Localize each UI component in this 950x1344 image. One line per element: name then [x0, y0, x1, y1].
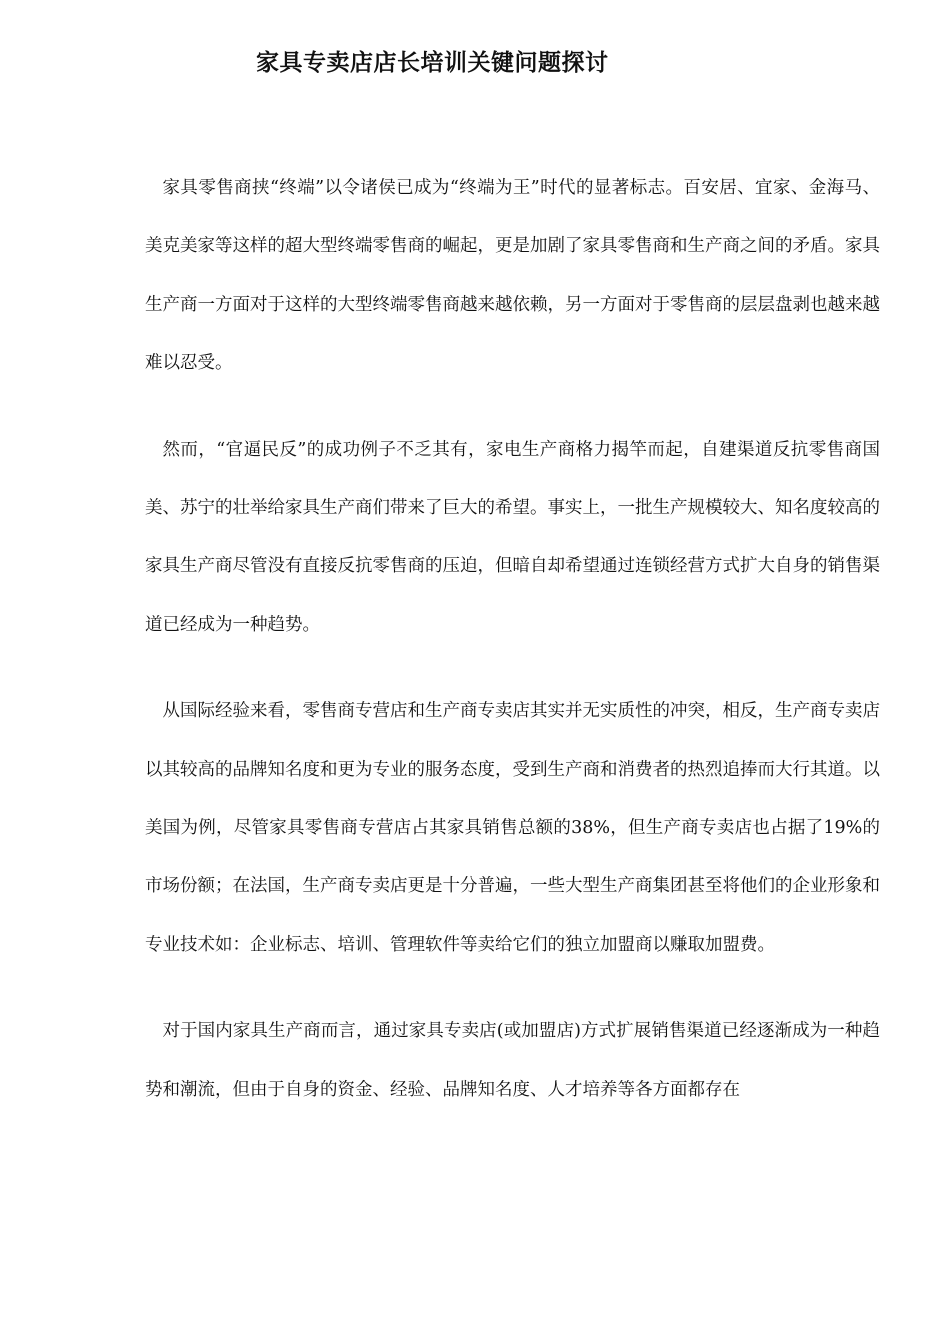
paragraph-3: 从国际经验来看，零售商专营店和生产商专卖店其实并无实质性的冲突，相反，生产商专卖店以其较高的品牌知名度和更为专业的服务态度，受到生产商和消费者的热烈追捧而大行其道。以美国为例，尽管家具零售商专营店占其家具销售总额的38%，但生产商专卖店也占据了19%的市场份额；在法国，生产商专卖店更是十分普遍，一些大型生产商集团甚至将他们的企业形象和专业技术如：企业标志、培训、管理软件等卖给它们的独立加盟商以赚取加盟费。 — [145, 701, 880, 955]
paragraph-1: 家具零售商挟“终端”以令诸侯已成为“终端为王”时代的显著标志。百安居、宜家、金海马、美克美家等这样的超大型终端零售商的崛起，更是加剧了家具零售商和生产商之间的矛盾。家具生产商一方面对于这样的大型终端零售商越来越依赖，另一方面对于零售商的层层盘剥也越来越难以忍受。 — [145, 178, 880, 374]
document-body — [145, 159, 880, 1147]
paragraph-4: 对于国内家具生产商而言，通过家具专卖店(或加盟店)方式扩展销售渠道已经逐渐成为一种趋势和潮流，但由于自身的资金、经验、品牌知名度、人才培养等各方面都存在 — [145, 1021, 880, 1100]
paragraph-2: 然而，“官逼民反”的成功例子不乏其有，家电生产商格力揭竿而起，自建渠道反抗零售商国美、苏宁的壮举给家具生产商们带来了巨大的希望。事实上，一批生产规模较大、知名度较高的家具生产商尽管没有直接反抗零售商的压迫，但暗自却希望通过连锁经营方式扩大自身的销售渠道已经成为一种趋势。 — [145, 439, 880, 635]
document-title: 家具专卖店店长培训关键问题探讨 — [256, 49, 609, 76]
